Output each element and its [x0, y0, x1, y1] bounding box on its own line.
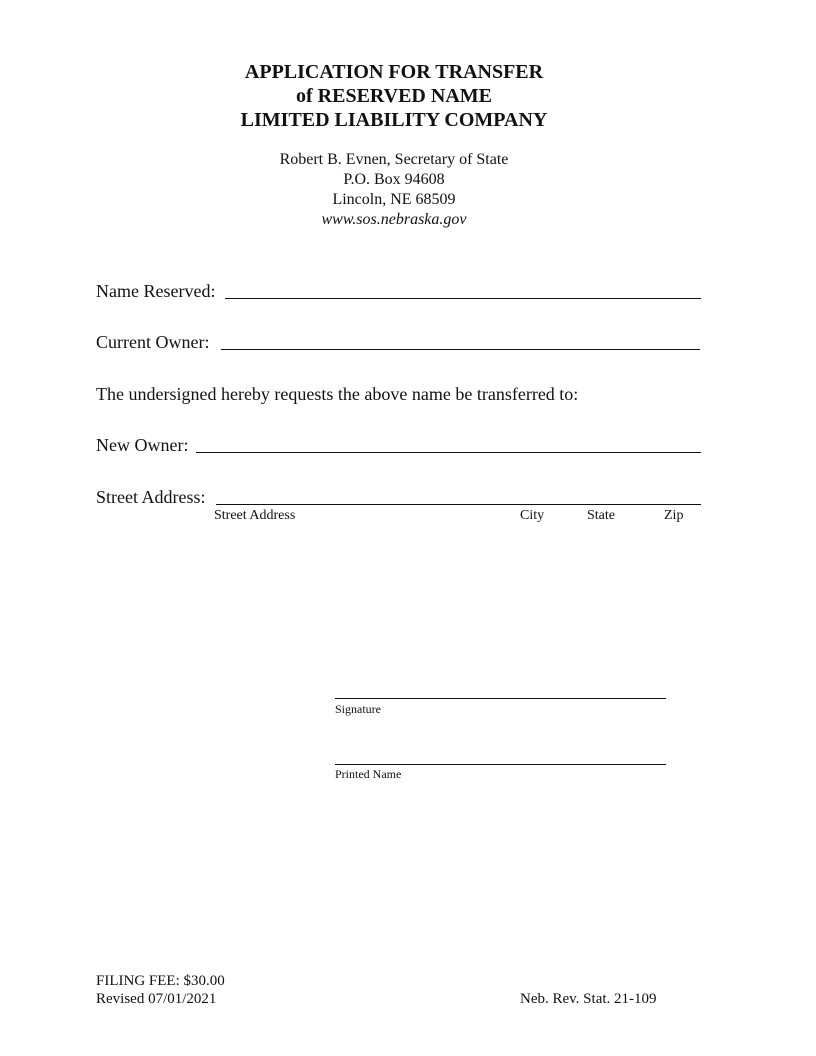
agency-po-box: P.O. Box 94608 [343, 171, 445, 188]
form-title-line-1: APPLICATION FOR TRANSFER [244, 61, 544, 83]
name-reserved-label: Name Reserved: [96, 281, 216, 301]
current-owner-label: Current Owner: [96, 332, 210, 352]
request-statement: The undersigned hereby requests the above name be transferred to: [96, 384, 579, 404]
signature-field[interactable] [335, 698, 666, 699]
name-reserved-field[interactable] [225, 298, 701, 299]
revised-date: Revised 07/01/2021 [96, 991, 217, 1007]
sub-label-zip: Zip [664, 508, 684, 523]
printed-name-label: Printed Name [335, 767, 402, 781]
agency-website: www.sos.nebraska.gov [321, 211, 467, 228]
printed-name-field[interactable] [335, 764, 666, 765]
form-title-line-3: LIMITED LIABILITY COMPANY [240, 109, 548, 131]
street-address-field[interactable] [216, 504, 701, 505]
filing-fee: FILING FEE: $30.00 [96, 973, 225, 989]
street-address-label: Street Address: [96, 487, 206, 507]
signature-label: Signature [335, 702, 381, 716]
agency-official: Robert B. Evnen, Secretary of State [279, 151, 509, 168]
new-owner-field[interactable] [196, 452, 701, 453]
new-owner-label: New Owner: [96, 435, 189, 455]
sub-label-city: City [520, 508, 545, 523]
sub-label-street-address: Street Address [214, 508, 296, 523]
statute-reference: Neb. Rev. Stat. 21-109 [520, 991, 657, 1007]
current-owner-field[interactable] [221, 349, 700, 350]
sub-label-state: State [587, 508, 615, 523]
form-title-line-2: of RESERVED NAME [296, 85, 492, 107]
agency-city-state-zip: Lincoln, NE 68509 [332, 191, 456, 208]
